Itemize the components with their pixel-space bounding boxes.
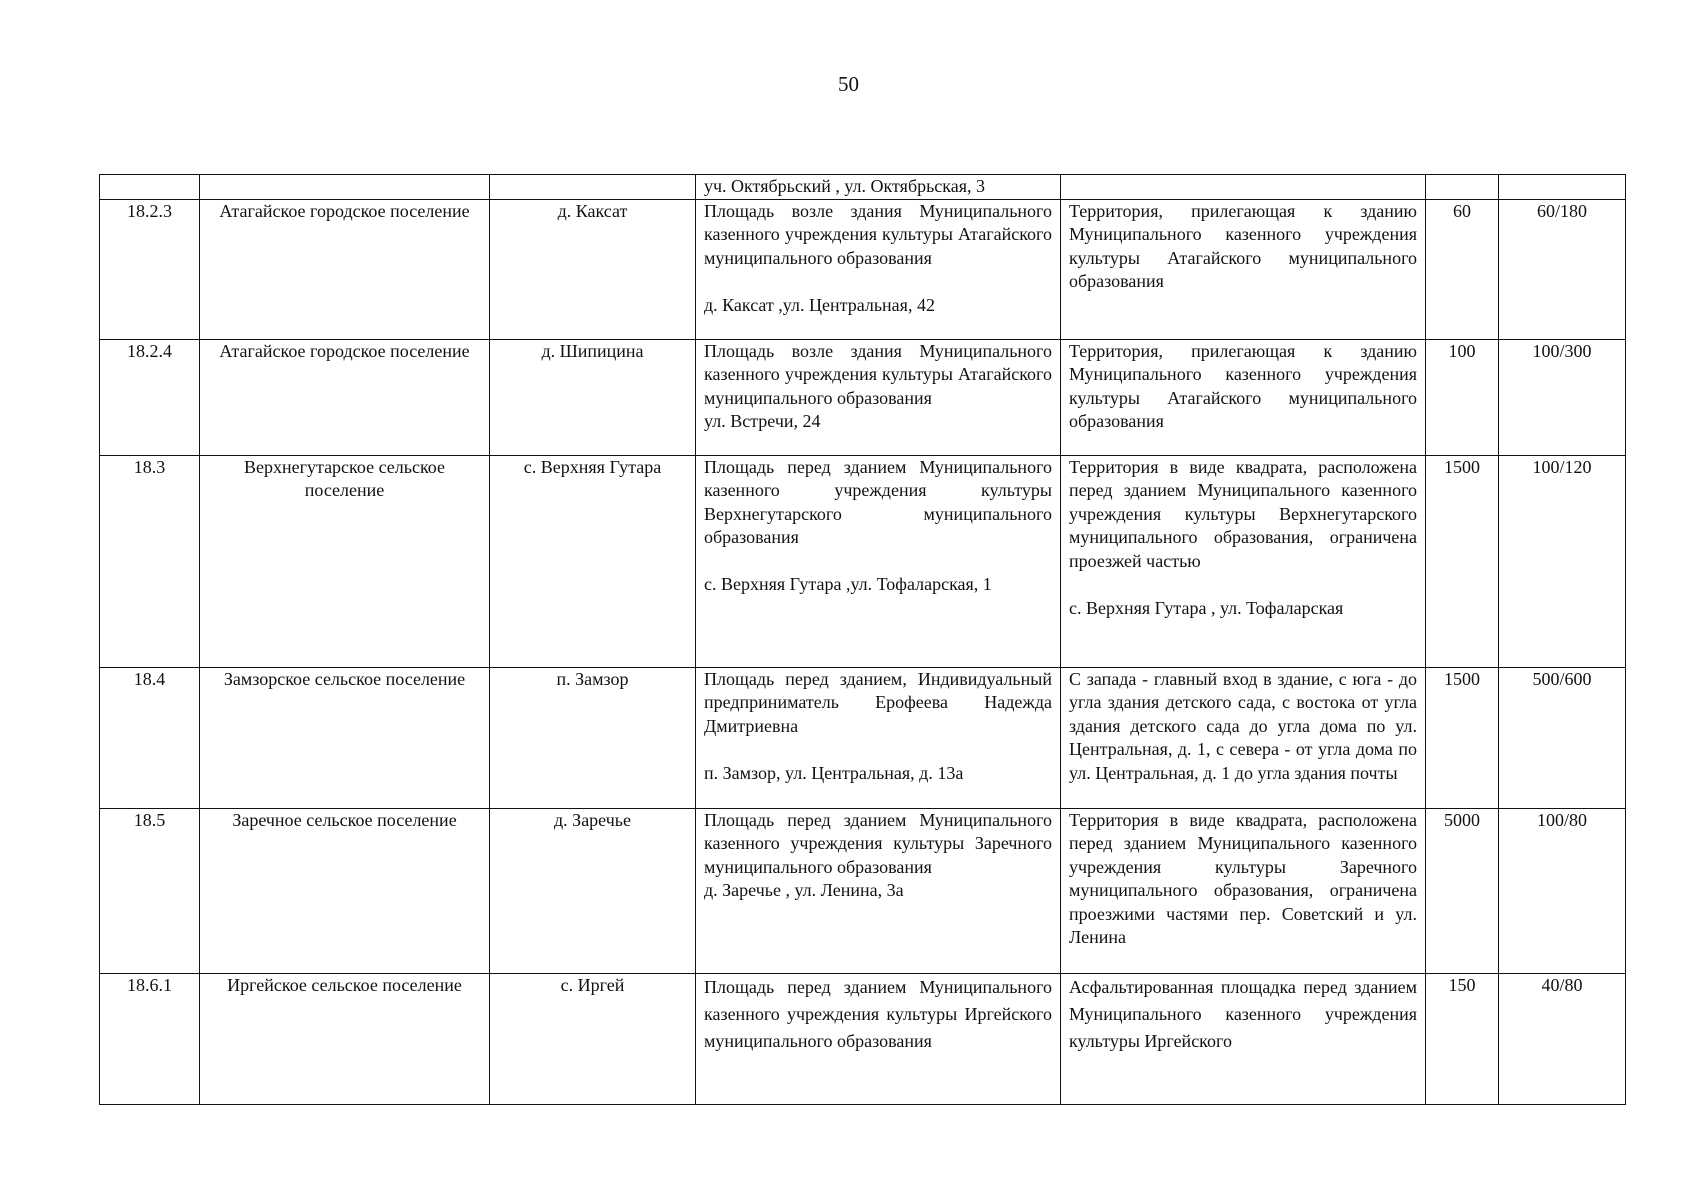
table-row [100,175,1626,200]
place-description: Площадь перед зданием Муниципального казенного учреждения культуры Иргейского муниципального образования [696,973,1061,1104]
territory-description-text: Территория в виде квадрата, расположена перед зданием Муниципального казенного учреждения культуры Верхнегутарского муниципального образования, ограничена проезжей частью [1069,456,1417,571]
capacity-value: 100/120 [1499,455,1626,667]
place-description-text: Площадь перед зданием Муниципального казенного учреждения культуры Верхнегутарского муниципального образования [704,456,1052,547]
place-description [696,175,1061,200]
place-address: ул. Встречи, 24 [704,411,821,431]
area-value: 60 [1426,199,1499,339]
territory-description: С запада - главный вход в здание, с юга - до угла здания детского сада, с востока от угла здания детского сада до угла дома по ул. Центральная, д. 1, с севера - от угла дома по ул. Центральная, д. 1 до угла здания почты [1061,667,1426,808]
settlement-name: Заречное сельское поселение [200,808,490,973]
page-number: 50 [838,72,859,96]
area-value: 5000 [1426,808,1499,973]
capacity-value: 100/80 [1499,808,1626,973]
capacity-value: 60/180 [1499,199,1626,339]
settlement-name [200,175,490,200]
area-value: 150 [1426,973,1499,1104]
row-number: 18.2.4 [100,339,200,455]
venues-table [99,174,1626,1105]
settlement-name: Атагайское городское поселение [200,199,490,339]
settlement-name: Верхнегутарское сельское поселение [200,455,490,667]
table-row [100,199,1626,339]
place-description-text: Площадь перед зданием, Индивидуальный предприниматель Ерофеева Надежда Дмитриевна [704,668,1052,736]
locality-name: д. Каксат [490,199,696,339]
territory-description: Территория, прилегающая к зданию Муниципального казенного учреждения культуры Атагайского муниципального образования [1061,339,1426,455]
place-description [696,339,1061,455]
place-address: д. Заречье , ул. Ленина, 3а [704,880,904,900]
place-address: д. Каксат ,ул. Центральная, 42 [704,294,935,315]
place-description [696,199,1061,339]
settlement-name: Атагайское городское поселение [200,339,490,455]
place-description-text: Площадь возле здания Муниципального казенного учреждения культуры Атагайского муниципального образования [704,200,1052,268]
locality-name: с. Иргей [490,973,696,1104]
territory-description: Асфальтированная площадка перед зданием Муниципального казенного учреждения культуры Иргейского [1061,973,1426,1104]
place-description [696,455,1061,667]
locality-name: с. Верхняя Гутара [490,455,696,667]
territory-address: с. Верхняя Гутара , ул. Тофаларская [1069,597,1344,618]
row-number: 18.2.3 [100,199,200,339]
locality-name: п. Замзор [490,667,696,808]
capacity-value: 500/600 [1499,667,1626,808]
table-row [100,455,1626,667]
area-value: 100 [1426,339,1499,455]
capacity-value: 100/300 [1499,339,1626,455]
settlement-name: Замзорское сельское поселение [200,667,490,808]
row-number: 18.6.1 [100,973,200,1104]
place-description [696,808,1061,973]
row-number [100,175,200,200]
area-value [1426,175,1499,200]
row-number: 18.5 [100,808,200,973]
capacity-value: 40/80 [1499,973,1626,1104]
table-row [100,973,1626,1104]
settlement-name: Иргейское сельское поселение [200,973,490,1104]
territory-description: Территория, прилегающая к зданию Муниципального казенного учреждения культуры Атагайского муниципального образования [1061,199,1426,339]
place-description-text: Площадь возле здания Муниципального казенного учреждения культуры Атагайского муниципального образования [704,340,1052,408]
locality-name: д. Заречье [490,808,696,973]
place-description [696,667,1061,808]
row-number: 18.3 [100,455,200,667]
territory-description [1061,175,1426,200]
territory-description [1061,455,1426,667]
table-row [100,339,1626,455]
table-row [100,808,1626,973]
row-number: 18.4 [100,667,200,808]
place-address: п. Замзор, ул. Центральная, д. 13а [704,762,964,783]
place-description-text: Площадь перед зданием Муниципального казенного учреждения культуры Заречного муниципального образования [704,809,1052,877]
territory-description: Территория в виде квадрата, расположена перед зданием Муниципального казенного учреждения культуры Заречного муниципального образования, ограничена проезжими частями пер. Советский и ул. Ленина [1061,808,1426,973]
area-value: 1500 [1426,455,1499,667]
capacity-value [1499,175,1626,200]
table-row [100,667,1626,808]
place-address: с. Верхняя Гутара ,ул. Тофаларская, 1 [704,574,992,594]
place-address: уч. Октябрьский , ул. Октябрьская, 3 [704,176,986,196]
locality-name: д. Шипицина [490,339,696,455]
area-value: 1500 [1426,667,1499,808]
locality-name [490,175,696,200]
